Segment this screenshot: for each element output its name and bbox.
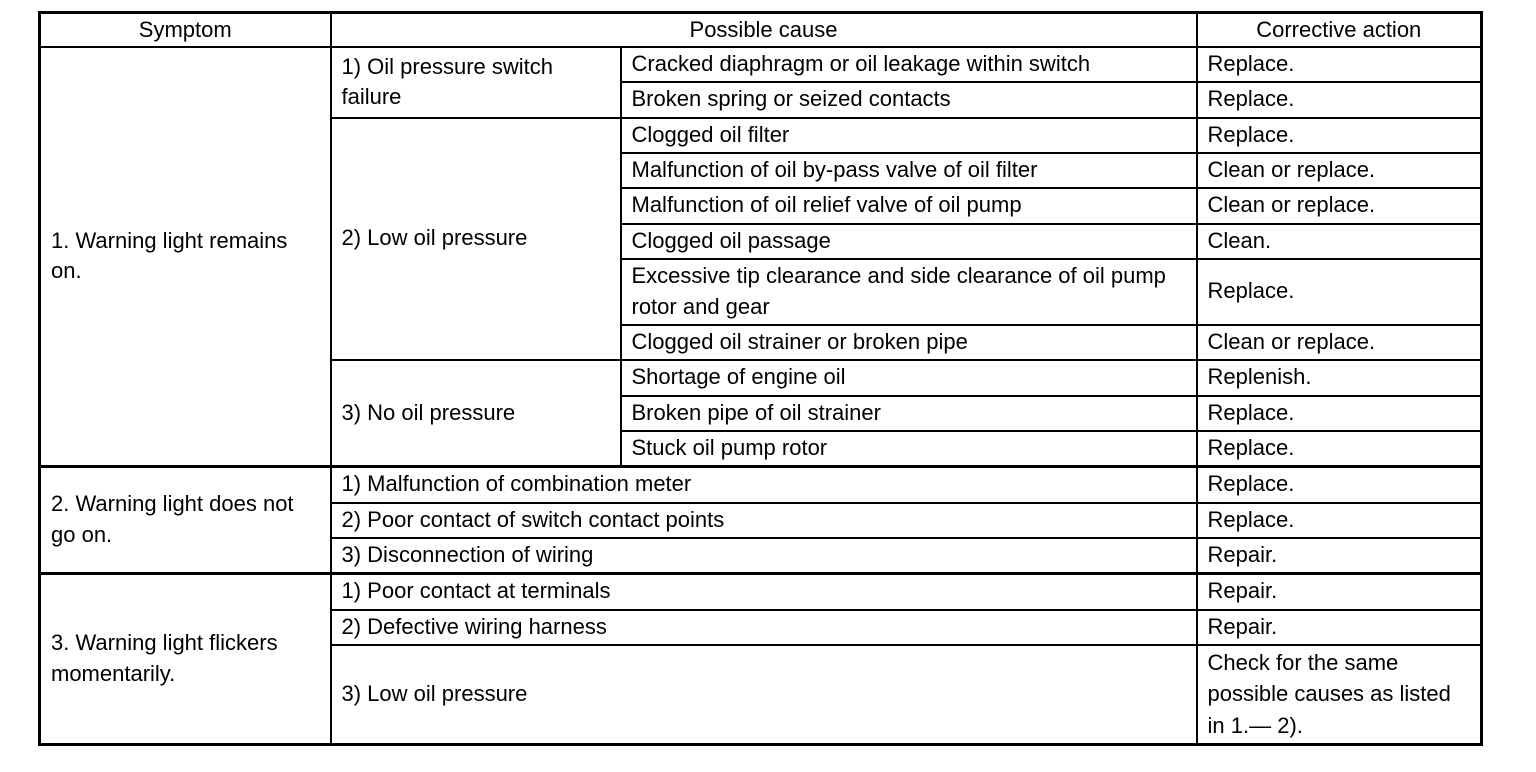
action-cell: Repair. bbox=[1197, 574, 1482, 610]
troubleshooting-table bbox=[38, 11, 1483, 746]
cause-detail-cell: Malfunction of oil by-pass valve of oil filter bbox=[621, 153, 1197, 188]
header-symptom: Symptom bbox=[40, 13, 331, 48]
symptom-cell: 3. Warning light flickers momentarily. bbox=[40, 574, 331, 744]
cause-detail-cell: Clogged oil passage bbox=[621, 224, 1197, 259]
cause-cell: 3) Disconnection of wiring bbox=[331, 538, 1197, 574]
header-corrective-action: Corrective action bbox=[1197, 13, 1482, 48]
symptom-cell: 1. Warning light remains on. bbox=[40, 47, 331, 467]
cause-detail-cell: Cracked diaphragm or oil leakage within switch bbox=[621, 47, 1197, 82]
cause-cell: 3) Low oil pressure bbox=[331, 645, 1197, 744]
action-cell: Replenish. bbox=[1197, 360, 1482, 395]
action-cell: Clean. bbox=[1197, 224, 1482, 259]
symptom-cell: 2. Warning light does not go on. bbox=[40, 467, 331, 574]
cause-detail-cell: Malfunction of oil relief valve of oil pump bbox=[621, 188, 1197, 223]
cause-detail-cell: Excessive tip clearance and side clearance of oil pump rotor and gear bbox=[621, 259, 1197, 325]
action-cell: Replace. bbox=[1197, 503, 1482, 538]
cause-group-cell: 2) Low oil pressure bbox=[331, 118, 621, 361]
cause-detail-cell: Shortage of engine oil bbox=[621, 360, 1197, 395]
cause-cell: 2) Defective wiring harness bbox=[331, 610, 1197, 645]
table-row bbox=[40, 47, 1482, 82]
table-row bbox=[40, 467, 1482, 503]
action-cell: Replace. bbox=[1197, 259, 1482, 325]
action-cell: Replace. bbox=[1197, 47, 1482, 82]
action-cell: Replace. bbox=[1197, 118, 1482, 153]
action-cell: Replace. bbox=[1197, 396, 1482, 431]
action-cell: Check for the same possible causes as listed in 1.— 2). bbox=[1197, 645, 1482, 744]
cause-detail-cell: Broken spring or seized contacts bbox=[621, 82, 1197, 117]
cause-cell: 2) Poor contact of switch contact points bbox=[331, 503, 1197, 538]
action-cell: Clean or replace. bbox=[1197, 325, 1482, 360]
action-cell: Clean or replace. bbox=[1197, 188, 1482, 223]
table-header-row bbox=[40, 13, 1482, 48]
header-possible-cause: Possible cause bbox=[331, 13, 1197, 48]
cause-group-cell: 3) No oil pressure bbox=[331, 360, 621, 467]
table-row bbox=[40, 574, 1482, 610]
cause-group-cell: 1) Oil pressure switch failure bbox=[331, 47, 621, 118]
action-cell: Replace. bbox=[1197, 467, 1482, 503]
cause-detail-cell: Clogged oil filter bbox=[621, 118, 1197, 153]
action-cell: Replace. bbox=[1197, 82, 1482, 117]
action-cell: Repair. bbox=[1197, 610, 1482, 645]
cause-cell: 1) Malfunction of combination meter bbox=[331, 467, 1197, 503]
cause-detail-cell: Clogged oil strainer or broken pipe bbox=[621, 325, 1197, 360]
action-cell: Repair. bbox=[1197, 538, 1482, 574]
action-cell: Replace. bbox=[1197, 431, 1482, 467]
cause-detail-cell: Broken pipe of oil strainer bbox=[621, 396, 1197, 431]
cause-detail-cell: Stuck oil pump rotor bbox=[621, 431, 1197, 467]
action-cell: Clean or replace. bbox=[1197, 153, 1482, 188]
cause-cell: 1) Poor contact at terminals bbox=[331, 574, 1197, 610]
